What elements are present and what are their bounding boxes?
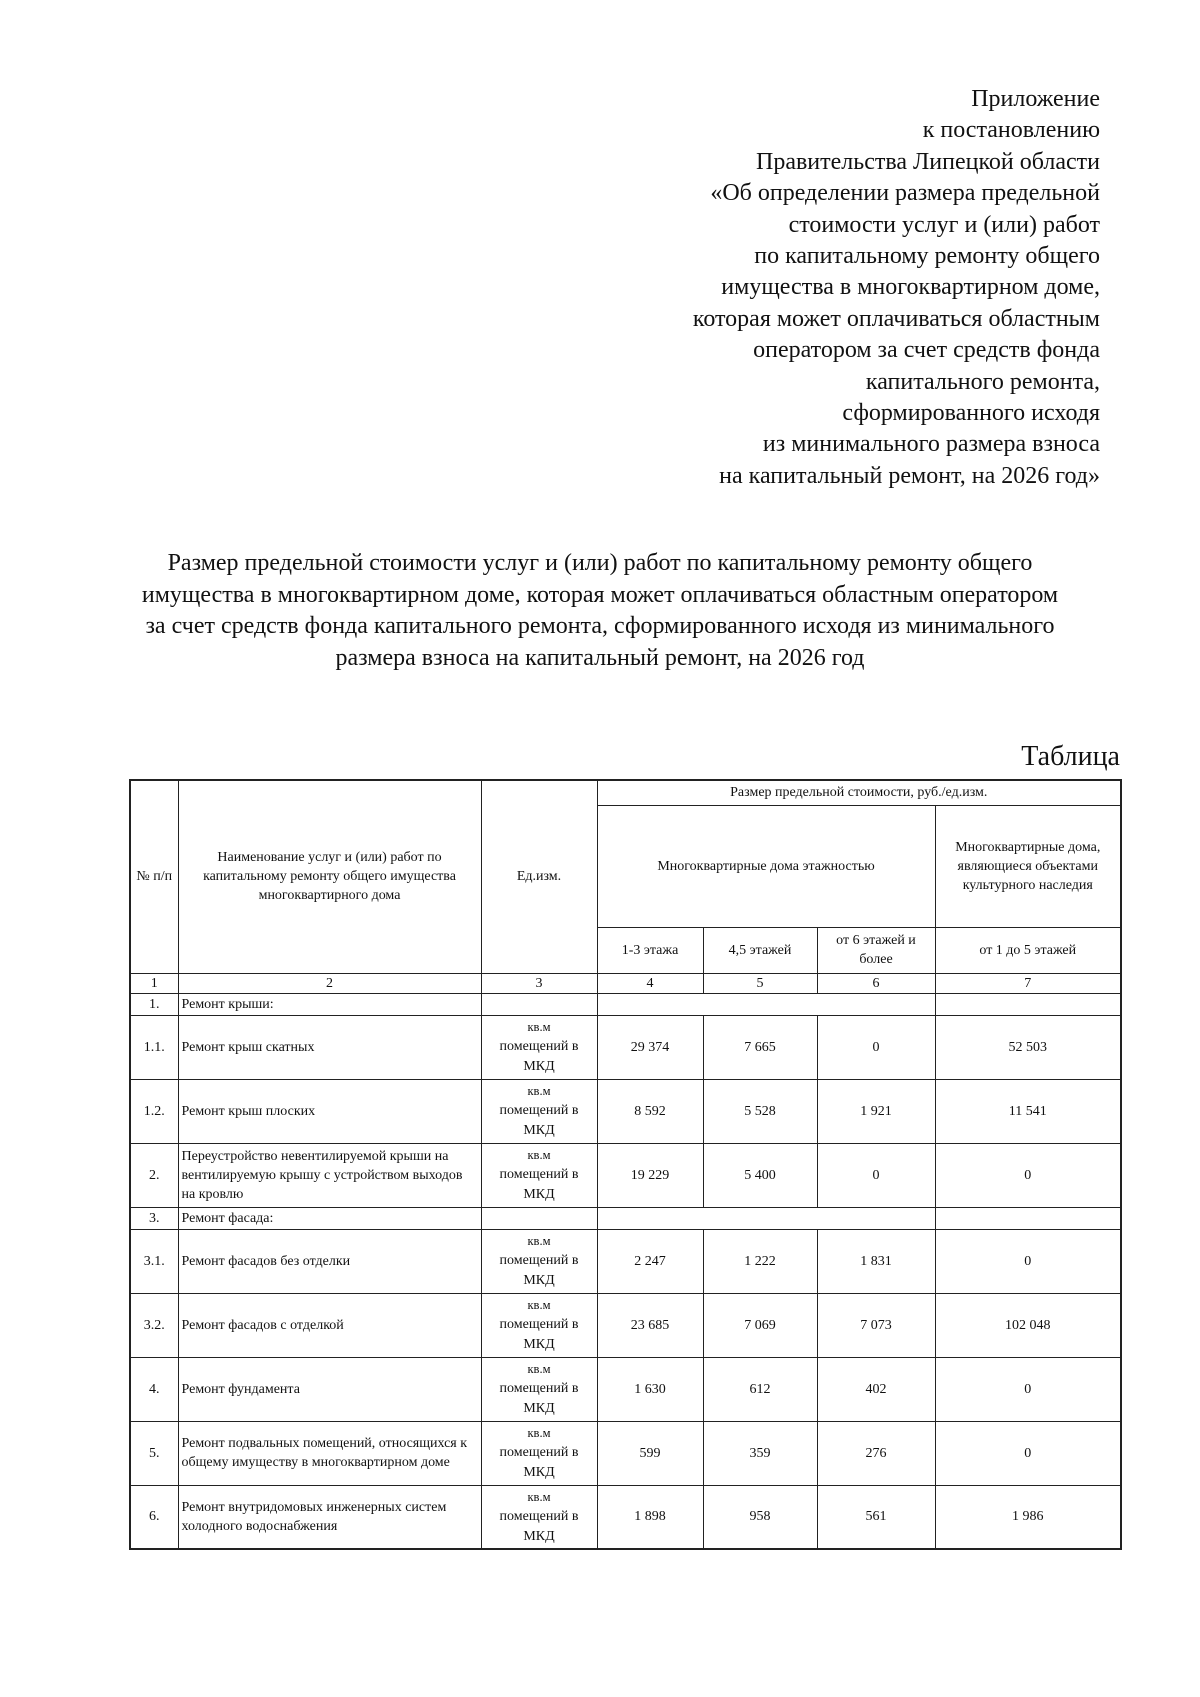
appendix-line: Приложение (971, 86, 1100, 112)
unit-line: помещений в (499, 1167, 579, 1183)
value-heritage: 0 (935, 1229, 1121, 1293)
unit-cell (481, 1229, 597, 1293)
value-4-5-floors: 612 (703, 1357, 817, 1421)
value-6-plus-floors: 1 921 (817, 1079, 935, 1143)
appendix-line: которая может оплачиваться областным (692, 305, 1100, 332)
col-number: 3 (481, 973, 597, 993)
unit-line: кв.м (527, 1425, 551, 1440)
value-heritage: 0 (935, 1421, 1121, 1485)
value-4-5-floors: 958 (703, 1485, 817, 1549)
value-heritage: 102 048 (935, 1293, 1121, 1357)
unit-line: кв.м (527, 1233, 551, 1248)
value-1-3-floors: 8 592 (597, 1079, 703, 1143)
row-num: 6. (130, 1485, 178, 1549)
unit-line: МКД (523, 1272, 555, 1288)
unit-line: МКД (523, 1528, 555, 1544)
unit-cell (481, 1421, 597, 1485)
col-number: 4 (597, 973, 703, 993)
unit-line: кв.м (527, 1147, 551, 1162)
unit-line: помещений в (499, 1509, 579, 1524)
value-4-5-floors: 7 665 (703, 1015, 817, 1079)
appendix-line: из минимального размера взноса (762, 431, 1100, 458)
row-num: 5. (130, 1421, 178, 1485)
unit-line: кв.м (527, 1083, 551, 1098)
section-name: Ремонт фасада: (178, 1207, 481, 1229)
table-row (130, 1143, 1121, 1207)
row-num: 1.1. (130, 1015, 178, 1079)
col-number: 7 (935, 973, 1121, 993)
value-4-5-floors: 5 400 (703, 1143, 817, 1207)
header-num: № п/п (130, 780, 178, 973)
value-6-plus-floors: 7 073 (817, 1293, 935, 1357)
value-1-3-floors: 1 630 (597, 1357, 703, 1421)
row-name: Ремонт подвальных помещений, относящихся к общему имуществу в многоквартирном доме (178, 1421, 481, 1485)
header-cost-group: Размер предельной стоимости, руб./ед.изм. (597, 780, 1121, 805)
unit-line: МКД (523, 1186, 555, 1202)
unit-cell (481, 1485, 597, 1549)
unit-line: помещений в (499, 1103, 579, 1119)
unit-line: МКД (523, 1122, 555, 1138)
table-row (130, 1229, 1121, 1293)
unit-line: кв.м (527, 1019, 551, 1034)
value-heritage: 11 541 (935, 1079, 1121, 1143)
appendix-line: имущества в многоквартирном доме, (721, 274, 1100, 301)
value-heritage: 1 986 (935, 1485, 1121, 1549)
unit-line: МКД (523, 1058, 555, 1074)
appendix-line: оператором за счет средств фонда (753, 337, 1100, 364)
table-row (130, 1015, 1121, 1079)
appendix-line: сформированного исходя (842, 400, 1100, 427)
appendix-line: на капитальный ремонт, на 2026 год» (719, 462, 1100, 489)
header-name: Наименование услуг и (или) работ по капитальному ремонту общего имущества многоквартирного дома (178, 780, 481, 973)
table-row (130, 1421, 1121, 1485)
value-4-5-floors: 7 069 (703, 1293, 817, 1357)
appendix-line: капитального ремонта, (865, 368, 1100, 395)
header-floors-6-plus: от 6 этажей и более (817, 927, 935, 973)
table-row (130, 1357, 1121, 1421)
row-num: 3.2. (130, 1293, 178, 1357)
unit-line: кв.м (527, 1489, 551, 1504)
col-number: 6 (817, 973, 935, 993)
row-name: Ремонт крыш скатных (178, 1015, 481, 1079)
unit-cell (481, 1357, 597, 1421)
row-num: 1.2. (130, 1079, 178, 1143)
column-numbers-row (130, 973, 1121, 993)
unit-line: МКД (523, 1336, 555, 1352)
cost-table (129, 779, 1122, 1550)
value-1-3-floors: 2 247 (597, 1229, 703, 1293)
header-floors-4-5: 4,5 этажей (703, 927, 817, 973)
col-number: 2 (178, 973, 481, 993)
value-6-plus-floors: 1 831 (817, 1229, 935, 1293)
value-1-3-floors: 29 374 (597, 1015, 703, 1079)
appendix-header (340, 84, 1100, 492)
section-name: Ремонт крыши: (178, 993, 481, 1015)
unit-cell (481, 1079, 597, 1143)
unit-line: помещений в (499, 1253, 579, 1269)
title-line: Размер предельной стоимости услуг и (или) работ по капитальному ремонту общего (167, 550, 1033, 576)
row-name: Переустройство невентилируемой крыши на вентилируемую крышу с устройством выходов на кровлю (178, 1143, 481, 1207)
value-4-5-floors: 359 (703, 1421, 817, 1485)
title-line: имущества в многоквартирном доме, которая может оплачиваться областным оператором (141, 581, 1059, 608)
appendix-line: «Об определении размера предельной (710, 180, 1100, 207)
col-number: 5 (703, 973, 817, 993)
unit-cell (481, 1143, 597, 1207)
section-num: 3. (130, 1207, 178, 1229)
row-num: 4. (130, 1357, 178, 1421)
unit-line: помещений в (499, 1317, 579, 1333)
unit-line: кв.м (527, 1361, 551, 1376)
table-label: Таблица (1021, 741, 1120, 772)
value-1-3-floors: 23 685 (597, 1293, 703, 1357)
unit-line: помещений в (499, 1039, 579, 1055)
row-name: Ремонт фасадов без отделки (178, 1229, 481, 1293)
section-num: 1. (130, 993, 178, 1015)
header-mkd-floors: Многоквартирные дома этажностью (597, 805, 935, 927)
unit-line: кв.м (527, 1297, 551, 1312)
title-line: размера взноса на капитальный ремонт, на 2026 год (335, 644, 865, 671)
document-title (100, 548, 1100, 674)
header-unit: Ед.изм. (481, 780, 597, 973)
value-4-5-floors: 1 222 (703, 1229, 817, 1293)
section-row (130, 993, 1121, 1015)
title-line: за счет средств фонда капитального ремонта, сформированного исходя из минимального (145, 613, 1055, 639)
value-6-plus-floors: 561 (817, 1485, 935, 1549)
section-row (130, 1207, 1121, 1229)
unit-line: МКД (523, 1400, 555, 1416)
row-num: 2. (130, 1143, 178, 1207)
appendix-line: по капитальному ремонту общего (754, 243, 1100, 270)
unit-line: помещений в (499, 1445, 579, 1461)
col-number: 1 (130, 973, 178, 993)
value-1-3-floors: 1 898 (597, 1485, 703, 1549)
value-6-plus-floors: 402 (817, 1357, 935, 1421)
value-1-3-floors: 19 229 (597, 1143, 703, 1207)
unit-line: МКД (523, 1464, 555, 1480)
appendix-line: Правительства Липецкой области (755, 148, 1100, 175)
table-row (130, 1485, 1121, 1549)
unit-cell (481, 1293, 597, 1357)
value-4-5-floors: 5 528 (703, 1079, 817, 1143)
header-heritage: Многоквартирные дома, являющиеся объектами культурного наследия (935, 805, 1121, 927)
header-floors-1-3: 1-3 этажа (597, 927, 703, 973)
value-heritage: 52 503 (935, 1015, 1121, 1079)
row-num: 3.1. (130, 1229, 178, 1293)
table-row (130, 1293, 1121, 1357)
row-name: Ремонт фасадов с отделкой (178, 1293, 481, 1357)
value-6-plus-floors: 0 (817, 1143, 935, 1207)
value-heritage: 0 (935, 1357, 1121, 1421)
row-name: Ремонт фундамента (178, 1357, 481, 1421)
table-row (130, 1079, 1121, 1143)
unit-line: помещений в (499, 1381, 579, 1397)
value-6-plus-floors: 276 (817, 1421, 935, 1485)
value-6-plus-floors: 0 (817, 1015, 935, 1079)
appendix-line: стоимости услуг и (или) работ (788, 211, 1100, 238)
row-name: Ремонт крыш плоских (178, 1079, 481, 1143)
appendix-line: к постановлению (922, 117, 1100, 144)
header-floors-1-5: от 1 до 5 этажей (935, 927, 1121, 973)
unit-cell (481, 1015, 597, 1079)
value-1-3-floors: 599 (597, 1421, 703, 1485)
value-heritage: 0 (935, 1143, 1121, 1207)
row-name: Ремонт внутридомовых инженерных систем холодного водоснабжения (178, 1485, 481, 1549)
